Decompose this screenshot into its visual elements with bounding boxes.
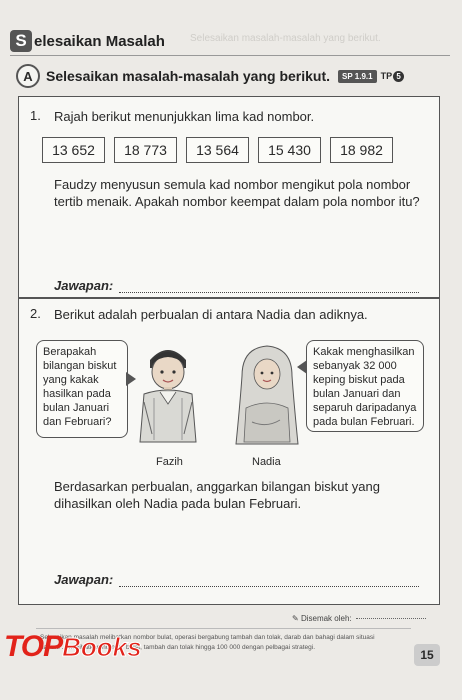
q2-answer-line[interactable] xyxy=(54,572,419,587)
sp-tag: SP 1.9.1 xyxy=(338,70,377,83)
checked-by xyxy=(292,614,426,623)
q2-text: Berikut adalah perbualan di antara Nadia dan adiknya. xyxy=(54,307,368,322)
bleed-through-text: Selesaikan masalah-masalah yang berikut. xyxy=(190,33,381,44)
q2-answer-blank[interactable] xyxy=(119,576,419,587)
girl-illustration xyxy=(232,342,302,454)
checked-by-blank xyxy=(356,618,426,619)
q1-question: Faudzy menyusun semula kad nombor mengikut pola nombor tertib menaik. Apakah nombor keempat dalam pola nombor itu? xyxy=(54,177,420,209)
q2-question: Berdasarkan perbualan, anggarkan bilangan biskut yang dihasilkan oleh Nadia pada bulan Februari. xyxy=(54,479,380,511)
pencil-icon: ✎ xyxy=(292,614,301,623)
boy-illustration xyxy=(132,342,204,454)
section-badge: A xyxy=(16,64,40,88)
tp-level: 5 xyxy=(393,71,404,82)
footer-note: Selesaikan masalah melibatkan nombor bulat, operasi bergabung tambah dan tolak, darab dan bahagi dalam situasi harian. ... melibatkan nombor bulat, tambah dan tolak hingga 100 000 dengan pelbagai strategi. xyxy=(40,634,375,651)
speech-bubble-fazih: Berapakah bilangan biskut yang kakak hasilkan pada bulan Januari dan Februari? xyxy=(36,340,128,438)
name-nadia: Nadia xyxy=(252,456,281,468)
number-card: 13 652 xyxy=(42,137,105,163)
number-card: 18 773 xyxy=(114,137,177,163)
number-cards xyxy=(42,137,393,163)
section-title: Selesaikan masalah-masalah yang berikut. xyxy=(46,68,331,84)
number-card: 15 430 xyxy=(258,137,321,163)
number-card: 13 564 xyxy=(186,137,249,163)
speech-bubble-nadia: Kakak menghasilkan sebanyak 32 000 keping biskut pada bulan Januari dan separuh daripadanya pada bulan Februari. xyxy=(306,340,424,432)
tp-label: TP xyxy=(380,71,393,81)
tp-tag xyxy=(381,71,405,82)
q1-text: Rajah berikut menunjukkan lima kad nombor. xyxy=(54,109,315,124)
logo-books: Books xyxy=(62,632,142,662)
page-header xyxy=(10,30,165,52)
checked-by-label: Disemak oleh: xyxy=(300,614,352,623)
logo-top: TOP xyxy=(4,630,63,663)
q2-number: 2. xyxy=(30,306,41,321)
header-divider xyxy=(10,55,450,56)
footer-divider xyxy=(36,628,411,629)
q1-answer-label: Jawapan: xyxy=(54,278,114,293)
name-fazih: Fazih xyxy=(156,456,183,468)
q1-number: 1. xyxy=(30,108,41,123)
header-badge: S xyxy=(10,30,32,52)
header-title: elesaikan Masalah xyxy=(34,32,165,50)
number-card: 18 982 xyxy=(330,137,393,163)
topbooks-watermark-logo xyxy=(4,630,142,664)
q1-answer-blank[interactable] xyxy=(119,282,419,293)
q2-answer-label: Jawapan: xyxy=(54,572,114,587)
page-number: 15 xyxy=(414,644,440,666)
q1-answer-line[interactable] xyxy=(54,278,419,293)
section-heading xyxy=(16,64,404,88)
